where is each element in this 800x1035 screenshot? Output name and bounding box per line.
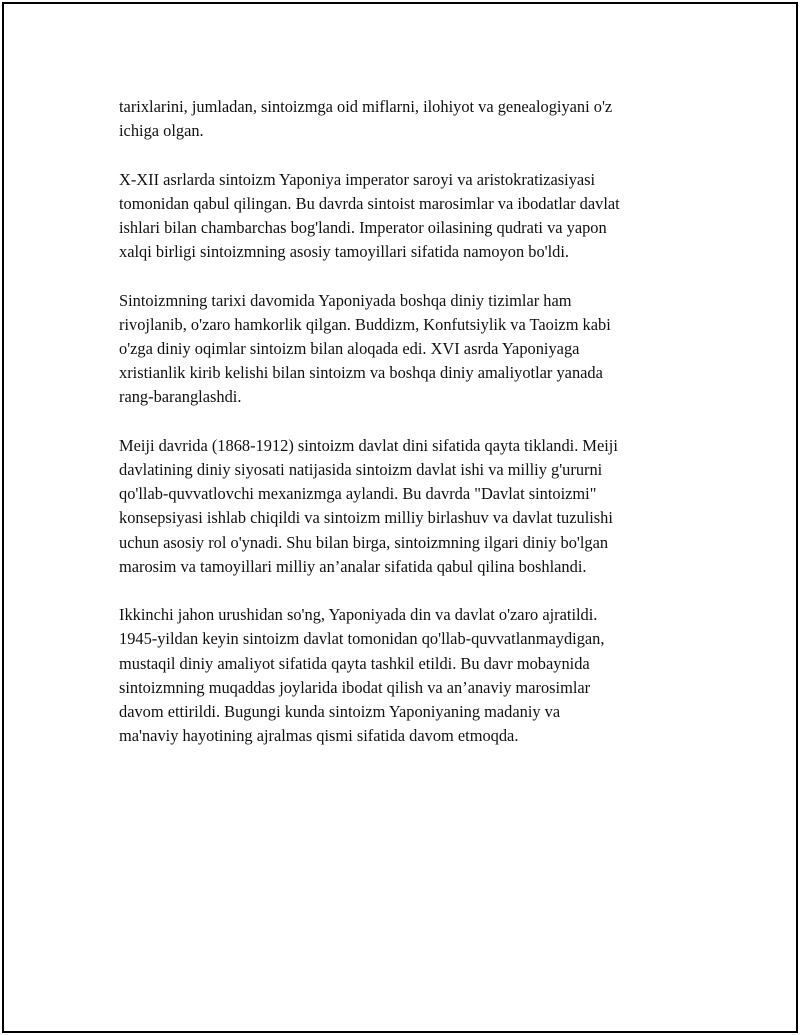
document-page [2,2,798,1033]
paragraph-2: X-XII asrlarda sintoizm Yaponiya imperator saroyi va aristokratizasiyasi tomonidan qabul qilingan. Bu davrda sintoist marosimlar va ibodatlar davlat ishlari bilan chambarchas bog'landi. Imperator oilasining qudrati va yapon xalqi birligi sintoizmning asosiy tamoyillari sifatida namoyon bo'ldi. [119,169,620,262]
paragraph-1: tarixlarini, jumladan, sintoizmga oid miflarni, ilohiyot va genealogiyani o'z ichiga olgan. [119,97,613,141]
paragraph-3: Sintoizmning tarixi davomida Yaponiyada boshqa diniy tizimlar ham rivojlanib, o'zaro hamkorlik qilgan. Buddizm, Konfutsiylik va Taoizm kabi o'zga diniy oqimlar sintoizm bilan aloqada edi. XVI asrda Yaponiyaga xristianlik kirib kelishi bilan sintoizm va boshqa diniy amaliyotlar yanada rang-baranglashdi. [119,290,611,407]
document-body [119,95,679,773]
paragraph-4: Meiji davrida (1868-1912) sintoizm davlat dini sifatida qayta tiklandi. Meiji davlatining diniy siyosati natijasida sintoizm davlat ishi va milliy g'ururni qo'llab-quvvatlovchi mexanizmga aylandi. Bu davrda "Davlat sintoizmi" konsepsiyasi ishlab chiqildi va sintoizm milliy birlashuv va davlat tuzulishi uchun asosiy rol o'ynadi. Shu bilan birga, sintoizmning ilgari diniy bo'lgan marosim va tamoyillari milliy an’analar sifatida qabul qilina boshlandi. [119,435,618,576]
paragraph-5: Ikkinchi jahon urushidan so'ng, Yaponiyada din va davlat o'zaro ajratildi. 1945-yildan keyin sintoizm davlat tomonidan qo'llab-quvvatlanmaydigan, mustaqil diniy amaliyot sifatida qayta tashkil etildi. Bu davr mobaynida sintoizmning muqaddas joylarida ibodat qilish va an’anaviy marosimlar davom ettirildi. Bugungi kunda sintoizm Yaponiyaning madaniy va ma'naviy hayotining ajralmas qismi sifatida davom etmoqda. [119,605,605,746]
